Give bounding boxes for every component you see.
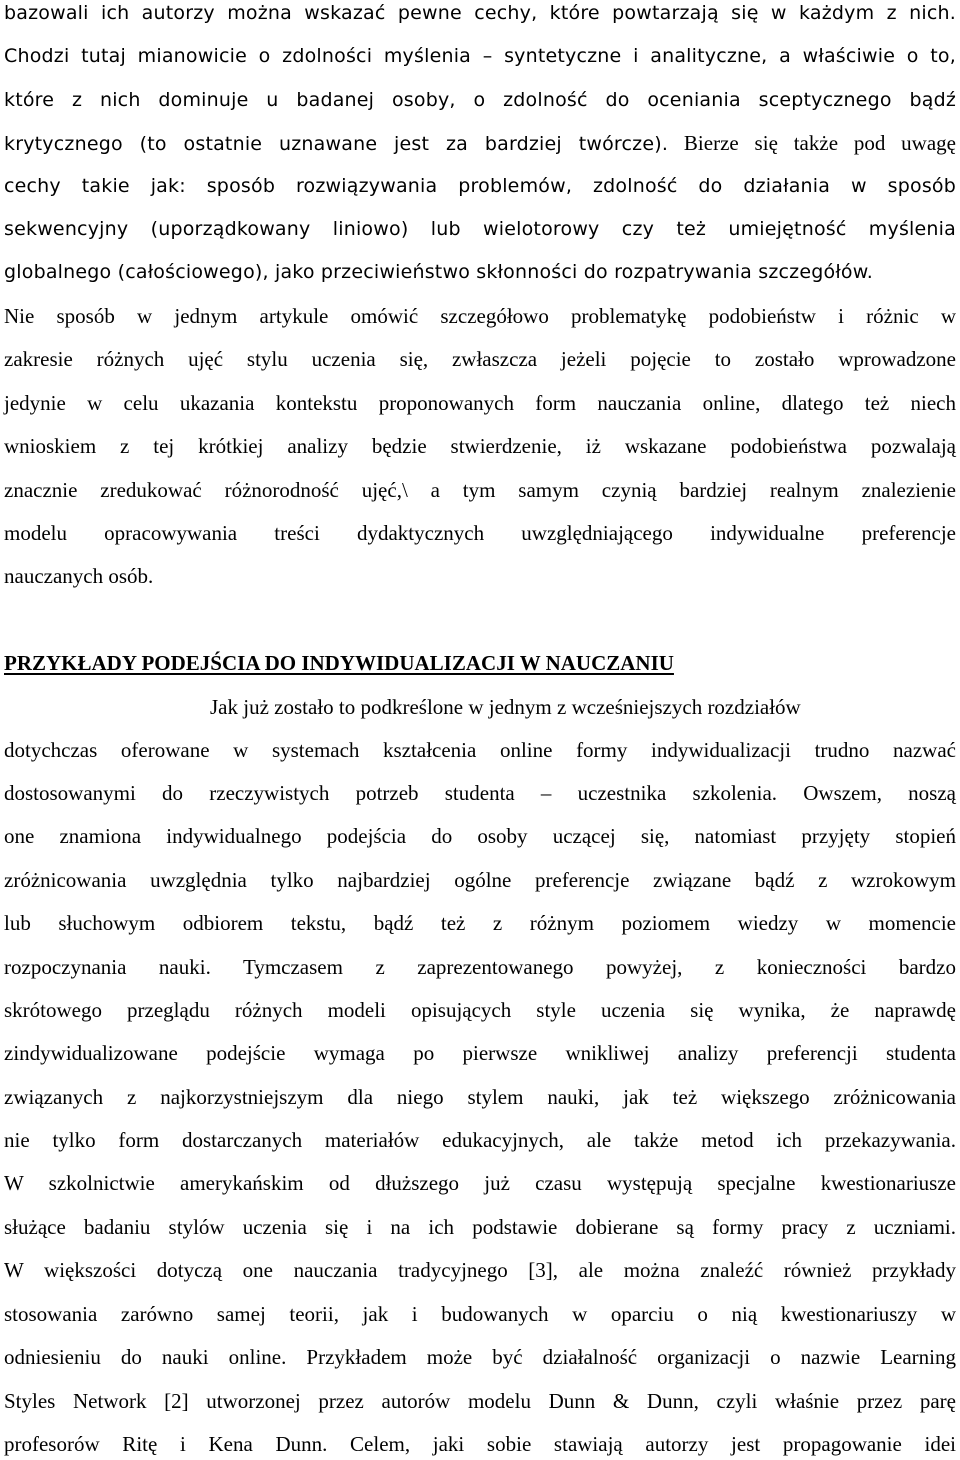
paragraph-3-line-12: W szkolnictwie amerykańskim od dłuższego już czasu występują specjalne kwestionariusze — [4, 1171, 956, 1195]
paragraph-2-line-2: zakresie różnych ujęć stylu uczenia się, zwłaszcza jeżeli pojęcie to zostało wprowadzone — [4, 347, 956, 371]
paragraph-3-line-8: skrótowego przeglądu różnych modeli opisujących style uczenia się wynika, że naprawdę — [4, 998, 956, 1022]
line-4-serif-segment: Bierze się także pod uwagę — [668, 131, 956, 155]
line-4-sans-segment: krytycznego (to ostatnie uznawane jest za bardziej twórcze). — [4, 133, 669, 155]
paragraph-1-line-6: sekwencyjny (uporządkowany liniowo) lub wielotorowy czy też umiejętność myślenia — [4, 218, 956, 240]
paragraph-3-line-13: służące badaniu stylów uczenia się i na ich podstawie dobierane są formy pracy z uczniami. — [4, 1215, 956, 1239]
paragraph-3-line-6: lub słuchowym odbiorem tekstu, bądź też z różnym poziomem wiedzy w momencie — [4, 911, 956, 935]
paragraph-1-line-7: globalnego (całościowego), jako przeciwieństwo skłonności do rozpatrywania szczegółów. — [4, 261, 873, 283]
paragraph-1-line-4 — [4, 128, 956, 158]
paragraph-2-line-6: modelu opracowywania treści dydaktycznych uwzględniającego indywidualne preferencje — [4, 521, 956, 545]
paragraph-3-line-15: stosowania zarówno samej teorii, jak i budowanych w oparciu o nią kwestionariuszy w — [4, 1302, 956, 1326]
paragraph-3-line-10: związanych z najkorzystniejszym dla niego stylem nauki, jak też większego zróżnicowania — [4, 1085, 956, 1109]
paragraph-1-line-2: Chodzi tutaj mianowicie o zdolności myślenia – syntetyczne i analityczne, a właściwie o to, — [4, 45, 956, 67]
paragraph-3-line-7: rozpoczynania nauki. Tymczasem z zaprezentowanego powyżej, z konieczności bardzo — [4, 955, 956, 979]
paragraph-3-line-5: zróżnicowania uwzględnia tylko najbardziej ogólne preferencje związane bądź z wzrokowym — [4, 868, 956, 892]
paragraph-1-line-3: które z nich dominuje u badanej osoby, o zdolność do oceniania sceptycznego bądź — [4, 89, 956, 111]
paragraph-3-line-11: nie tylko form dostarczanych materiałów edukacyjnych, ale także metod ich przekazywania. — [4, 1128, 956, 1152]
paragraph-2-line-3: jedynie w celu ukazania kontekstu proponowanych form nauczania online, dlatego też niech — [4, 391, 956, 415]
paragraph-3-line-2: dotychczas oferowane w systemach kształcenia online formy indywidualizacji trudno nazwać — [4, 738, 956, 762]
paragraph-2-line-5: znacznie zredukować różnorodność ujęć,\ a tym samym czynią bardziej realnym znalezienie — [4, 478, 956, 502]
paragraph-3-line-14: W większości dotyczą one nauczania tradycyjnego [3], ale można znaleźć również przykłady — [4, 1258, 956, 1282]
paragraph-2-line-1: Nie sposób w jednym artykule omówić szczegółowo problematykę podobieństw i różnic w — [4, 304, 956, 328]
paragraph-3-line-4: one znamiona indywidualnego podejścia do osoby uczącej się, natomiast przyjęty stopień — [4, 824, 956, 848]
paragraph-3-line-16: odniesieniu do nauki online. Przykładem może być działalność organizacji o nazwie Learning — [4, 1345, 956, 1369]
paragraph-3-line-9: zindywidualizowane podejście wymaga po pierwsze wnikliwej analizy preferencji studenta — [4, 1041, 956, 1065]
paragraph-1-line-5: cechy takie jak: sposób rozwiązywania problemów, zdolność do działania w sposób — [4, 175, 956, 197]
paragraph-3-line-18: profesorów Ritę i Kena Dunn. Celem, jaki sobie stawiają autorzy jest propagowanie idei — [4, 1432, 956, 1456]
paragraph-3-line-3: dostosowanymi do rzeczywistych potrzeb studenta – uczestnika szkolenia. Owszem, noszą — [4, 781, 956, 805]
section-heading: PRZYKŁADY PODEJŚCIA DO INDYWIDUALIZACJI W NAUCZANIU — [4, 651, 674, 675]
paragraph-3-line-1: Jak już zostało to podkreślone w jednym z wcześniejszych rozdziałów — [210, 695, 801, 719]
paragraph-2-line-4: wnioskiem z tej krótkiej analizy będzie stwierdzenie, iż wskazane podobieństwa pozwalają — [4, 434, 956, 458]
paragraph-2-line-7: nauczanych osób. — [4, 564, 154, 588]
paragraph-1-line-1: bazowali ich autorzy można wskazać pewne cechy, które powtarzają się w każdym z nich. — [4, 2, 956, 24]
paragraph-3-line-17: Styles Network [2] utworzonej przez autorów modelu Dunn & Dunn, czyli właśnie przez parę — [4, 1389, 956, 1413]
